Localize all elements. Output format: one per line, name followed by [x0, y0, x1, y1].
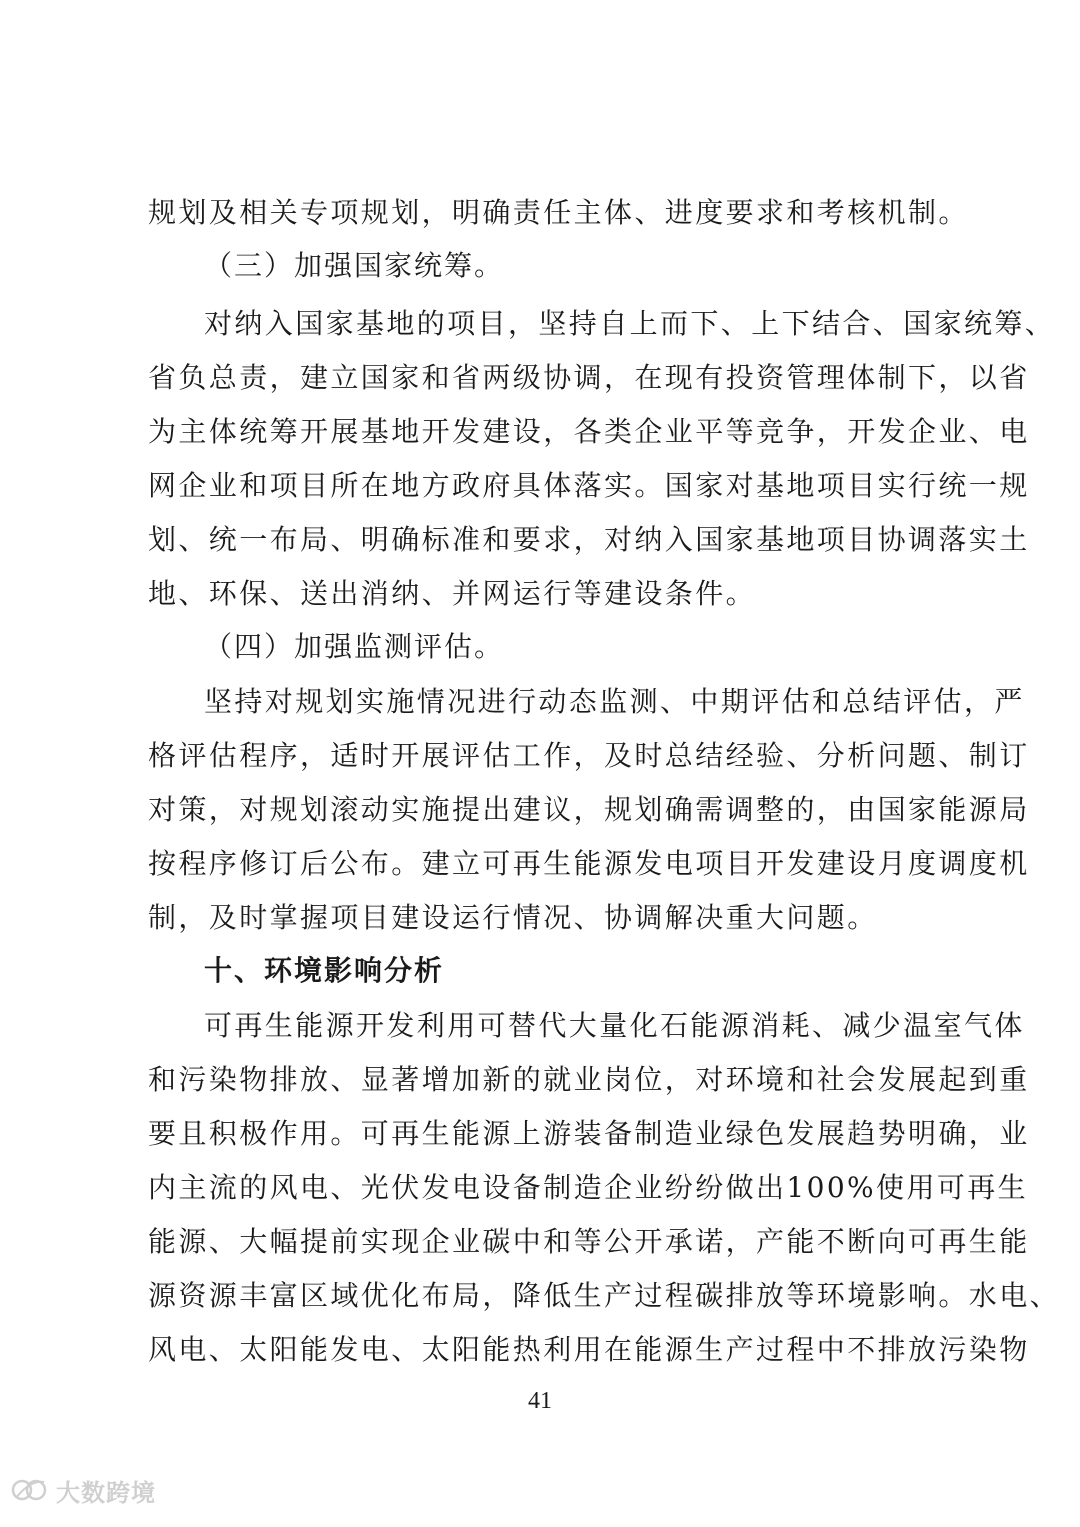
paragraph-line: 省负总责，建立国家和省两级协调，在现有投资管理体制下，以省 [148, 361, 1030, 394]
paragraph-line: 源资源丰富区域优化布局，降低生产过程碳排放等环境影响。水电、 [148, 1279, 1061, 1312]
paragraph-line: 规划及相关专项规划，明确责任主体、进度要求和考核机制。 [148, 196, 969, 229]
paragraph-line: 地、环保、送出消纳、并网运行等建设条件。 [148, 577, 757, 610]
chapter-heading: 十、环境影响分析 [204, 954, 445, 987]
paragraph-line: 可再生能源开发利用可替代大量化石能源消耗、减少温室气体 [204, 1009, 1025, 1042]
paragraph-line: 和污染物排放、显著增加新的就业岗位，对环境和社会发展起到重 [148, 1063, 1030, 1096]
watermark-logo-icon [10, 1476, 50, 1504]
paragraph-line: 对纳入国家基地的项目，坚持自上而下、上下结合、国家统筹、 [204, 307, 1056, 340]
section-heading-3: （三）加强国家统筹。 [204, 249, 505, 282]
paragraph-line: 要且积极作用。可再生能源上游装备制造业绿色发展趋势明确，业 [148, 1117, 1030, 1150]
page-number: 41 [528, 1388, 552, 1414]
watermark [10, 1470, 156, 1510]
watermark-text: 大数跨境 [56, 1478, 156, 1507]
paragraph-line: 划、统一布局、明确标准和要求，对纳入国家基地项目协调落实土 [148, 523, 1030, 556]
paragraph-line: 坚持对规划实施情况进行动态监测、中期评估和总结评估，严 [204, 685, 1025, 718]
paragraph-line: 内主流的风电、光伏发电设备制造企业纷纷做出100%使用可再生 [148, 1171, 1029, 1204]
paragraph-line: 为主体统筹开展基地开发建设，各类企业平等竞争，开发企业、电 [148, 415, 1030, 448]
section-heading-4: （四）加强监测评估。 [204, 630, 505, 663]
paragraph-line: 网企业和项目所在地方政府具体落实。国家对基地项目实行统一规 [148, 469, 1030, 502]
paragraph-line: 制，及时掌握项目建设运行情况、协调解决重大问题。 [148, 901, 878, 934]
paragraph-line: 能源、大幅提前实现企业碳中和等公开承诺，产能不断向可再生能 [148, 1225, 1030, 1258]
paragraph-line: 风电、太阳能发电、太阳能热利用在能源生产过程中不排放污染物 [148, 1333, 1030, 1366]
paragraph-line: 按程序修订后公布。建立可再生能源发电项目开发建设月度调度机 [148, 847, 1030, 880]
paragraph-line: 格评估程序，适时开展评估工作，及时总结经验、分析问题、制订 [148, 739, 1030, 772]
paragraph-line: 对策，对规划滚动实施提出建议，规划确需调整的，由国家能源局 [148, 793, 1030, 826]
